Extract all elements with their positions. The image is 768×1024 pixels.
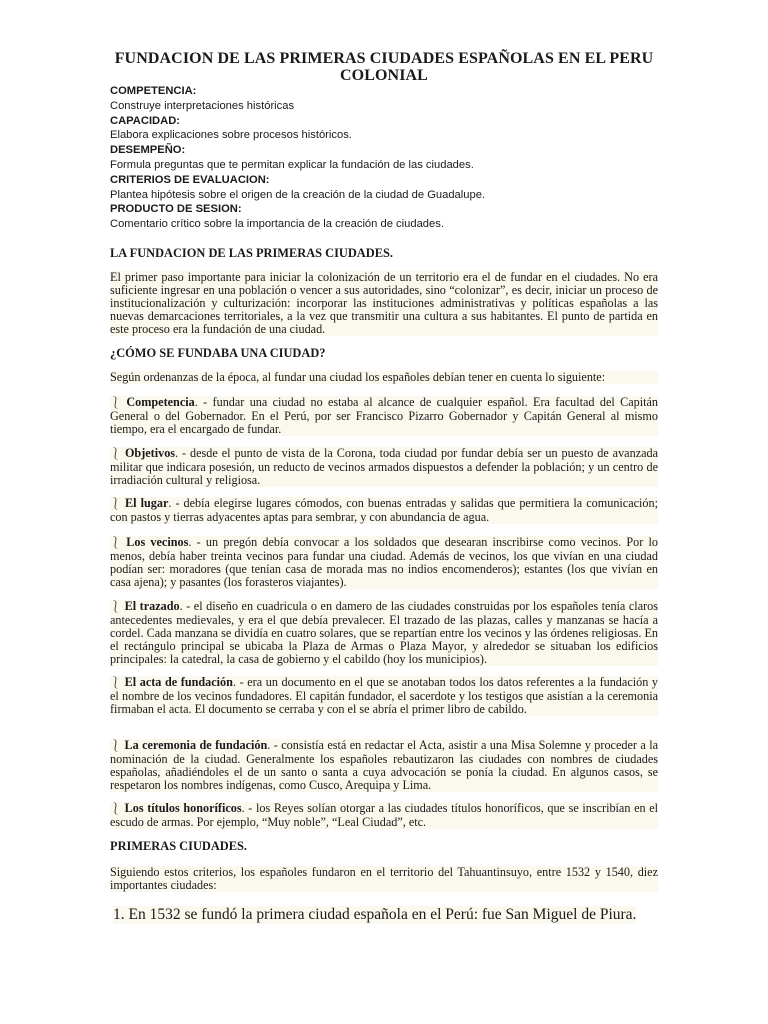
section-heading-fundacion: LA FUNDACION DE LAS PRIMERAS CIUDADES. [110, 246, 393, 260]
meta-value-producto: Comentario crítico sobre la importancia de la creación de ciudades. [110, 218, 444, 231]
item-text: . - los Reyes solían otorgar a las ciudades títulos honoríficos, que se inscribían en el escudo de armas. Por ejemplo, “Muy noble”, “Leal Ciudad”, etc. [110, 801, 658, 829]
list-item-objetivos [110, 447, 658, 487]
list-item-ceremonia [110, 739, 658, 792]
item-term: Competencia [126, 395, 195, 409]
paragraph-text: El primer paso importante para iniciar la colonización de un territorio era el de fundar en el ciudades. No era suficiente ingresar en una población o vencer a sus autoridades, sino “colonizar”, es decir, iniciar un proceso de institucionalización y culturización: incorporar las instituciones administrativas y políticas españolas a las nuevas demarcaciones territoriales, a la vez que transmitir una cultura a sus habitantes. El punto de partida en este proceso era la fundación de una ciudad. [110, 270, 658, 336]
document-title: FUNDACION DE LAS PRIMERAS CIUDADES ESPAÑOLAS EN EL PERU COLONIAL [114, 50, 654, 84]
section-intro-como [110, 371, 658, 384]
numbered-list-item-1: 1. En 1532 se fundó la primera ciudad española en el Perú: fue San Miguel de Piura. [113, 906, 637, 923]
paragraph-text: Siguiendo estos criterios, los españoles fundaron en el territorio del Tahuantinsuyo, entre 1532 y 1540, diez importantes ciudades: [110, 865, 658, 892]
item-term: Los vecinos [126, 535, 189, 549]
item-text: . - era un documento en el que se anotaban todos los datos referentes a la fundación y el nombre de los vecinos fundadores. El capitán fundador, el sacerdote y los testigos que asistían a la ceremonia firmaban el acta. El documento se cerraba y con el se abría el primer libro de cabildo. [110, 675, 658, 716]
meta-value-criterios: Plantea hipótesis sobre el origen de la creación de la ciudad de Guadalupe. [110, 188, 486, 201]
meta-label-capacidad: CAPACIDAD: [110, 114, 181, 127]
bullet-icon: ⎱ [110, 802, 121, 815]
meta-value-desempeno: Formula preguntas que te permitan explicar la fundación de las ciudades. [110, 158, 474, 171]
bullet-icon: ⎱ [110, 497, 121, 510]
list-item-titulos [110, 802, 658, 829]
item-term: Objetivos [124, 446, 176, 460]
item-term: La ceremonia de fundación [124, 738, 268, 752]
bullet-icon: ⎱ [110, 600, 121, 613]
meta-label-desempeno: DESEMPEÑO: [110, 144, 186, 157]
bullet-icon: ⎱ [110, 676, 121, 689]
bullet-icon: ⎱ [110, 396, 121, 409]
item-text: . - debía elegirse lugares cómodos, con buenas entradas y salidas que permitiera la comunicación; con pastos y tierras adyacentes aptas para sembrar, y con abundancia de agua. [110, 496, 658, 524]
paragraph-text: Según ordenanzas de la época, al fundar una ciudad los españoles debían tener en cuenta lo siguiente: [110, 370, 606, 384]
item-text: . - el diseño en cuadricula o en damero de las ciudades construidas por los españoles tenía claros antecedentes medievales, y era el que debía prevalecer. El trazado de las plazas, calles y manzanas se hacía a cordel. Cada manzana se dividía en cuatro solares, que se repartían entre los vecinos y las órdenes religiosas. En el rectángulo principal se ubicaba la Plaza de Armas o Plaza Mayor, y alrededor se situaban los edificios principales: la catedral, la casa de gobierno y el cabildo (hoy los municipios). [110, 599, 658, 666]
list-item-vecinos [110, 536, 658, 589]
meta-label-competencia: COMPETENCIA: [110, 85, 197, 97]
meta-value-competencia: Construye interpretaciones históricas [110, 99, 295, 112]
list-item-acta [110, 676, 658, 716]
item-text: . - un pregón debía convocar a los soldados que desearan inscribirse como vecinos. Por lo menos, debía haber treinta vecinos para fundar una ciudad. Además de vecinos, los que vivían en una ciudad podían ser: moradores (que tenían casa de morada mas no indios encomenderos); estantes (los que vivían en casa ajena); y pasantes (los forasteros viajantes). [110, 535, 658, 589]
section-heading-como: ¿CÓMO SE FUNDABA UNA CIUDAD? [110, 346, 326, 360]
bullet-icon: ⎱ [110, 536, 121, 549]
meta-label-producto: PRODUCTO DE SESION: [110, 203, 242, 216]
item-term: El lugar [125, 496, 169, 510]
item-term: Los títulos honoríficos [124, 801, 242, 815]
session-info [110, 84, 670, 232]
section-heading-primeras: PRIMERAS CIUDADES. [110, 839, 247, 853]
bullet-icon: ⎱ [110, 739, 121, 752]
meta-label-criterios: CRITERIOS DE EVALUACION: [110, 173, 270, 186]
section-paragraph-fundacion [110, 271, 658, 336]
item-text: . - fundar una ciudad no estaba al alcance de cualquier español. Era facultad del Capitán General o del Gobernador. En el Perú, por ser Francisco Pizarro Gobernador y Capitán General al mismo tiempo, era el encargado de fundar. [110, 395, 658, 436]
item-term: El acta de fundación [124, 675, 233, 689]
item-term: El trazado [124, 599, 180, 613]
item-text: . - desde el punto de vista de la Corona, toda ciudad por fundar debía ser un puesto de avanzada militar que indicara posesión, un reducto de vecinos armados dispuestos a defender la población; y un centro de irradiación cultural y religiosa. [110, 446, 659, 487]
list-item-trazado [110, 600, 658, 666]
section-paragraph-primeras [110, 866, 658, 892]
meta-value-capacidad: Elabora explicaciones sobre procesos históricos. [110, 129, 352, 142]
bullet-icon: ⎱ [110, 447, 121, 460]
list-item-lugar [110, 497, 658, 524]
list-item-competencia [110, 396, 658, 436]
item-text: . - consistía está en redactar el Acta, asistir a una Misa Solemne y proceder a la nominación de la ciudad. Generalmente los españoles rebautizaron las ciudades con nombres de ciudades españolas, añadiéndoles el de un santo o santa a cuya advocación se ponía la ciudad. En algunos casos, se respetaron los nombres indígenas, como Cusco, Arequipa y Lima. [110, 738, 659, 792]
